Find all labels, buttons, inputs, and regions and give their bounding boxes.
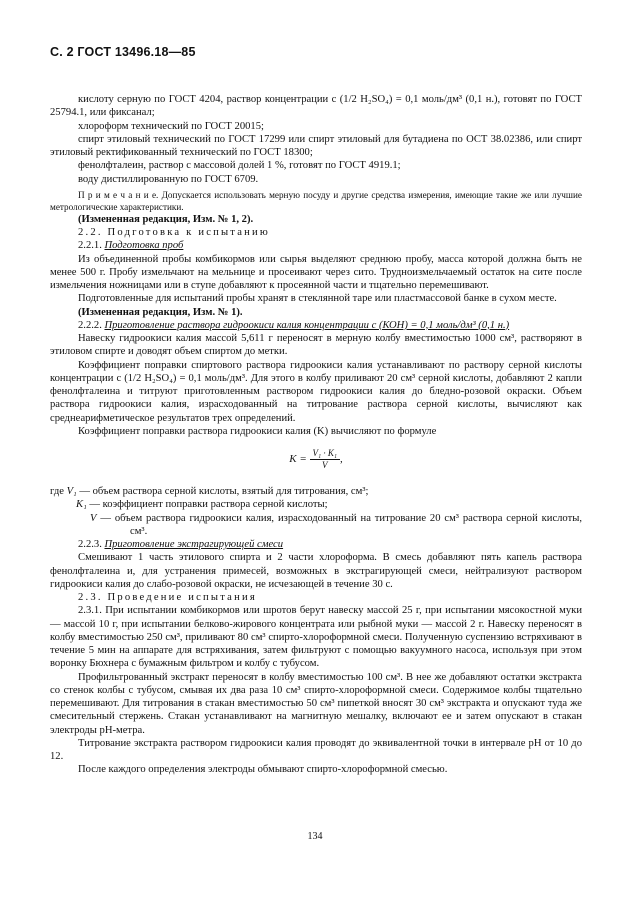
document-body xyxy=(50,93,582,777)
paragraph-test-procedure: 2.3.1. При испытании комбикормов или шротов берут навеску массой 25 г, при испытании мясокостной муки — массой 10 г, при испытании белково-жирового концентрата или рыбной муки — массой 2 г. Навеску переносят в колбу вместимостью 250 см³, приливают 80 см³ спирто-хлороформной смеси. Полученную суспензию встряхивают в течение 5 мин на аппарате для встряхивания, затем фильтруют с помощью вакуумного насоса, используя при этом воронку Бюхнера с бумажным фильтром и колбу с тубусом. xyxy=(50,605,582,670)
section-2-2-2-heading xyxy=(50,319,582,332)
legend-v xyxy=(50,512,582,539)
paragraph-correction-factor: Коэффициент поправки спиртового раствора гидроокиси калия устанавливают по раствору серной кислоты концентрации с (1/2 H₂SO₄) = 0,1 моль/дм³. Для этого в колбу приливают 20 см³ серной кислоты, добавляют 2 капли фенолфталеина и титруют приготовленным раствором гидроокиси калия до бледно-розовой окраски. Объем раствора гидроокиси калия, израсходованный на титрование раствора серной кислоты, вычисляют как среднеарифметическое результатов трех определений. xyxy=(50,359,582,424)
section-2-3-heading: 2.3. Проведение испытания xyxy=(78,592,257,603)
reagent-phenolphthalein: фенолфталеин, раствор с массовой долей 1 %, готовят по ГОСТ 4919.1; xyxy=(78,160,401,172)
formula-fraction xyxy=(310,448,341,471)
reagent-chloroform: хлороформ технический по ГОСТ 20015; xyxy=(78,120,264,132)
section-2-2-1-heading xyxy=(50,239,582,252)
revision-note-1: (Измененная редакция, Изм. № 1, 2). xyxy=(78,213,254,225)
legend-v1-text: — объем раствора серной кислоты, взятый для титрования, см³; xyxy=(76,486,369,497)
paragraph-koh-weighing: Навеску гидроокиси калия массой 5,611 г переносят в мерную колбу вместимостью 1000 см³, растворяют в этиловом спирте и доводят объем спиртом до метки. xyxy=(50,333,582,358)
note xyxy=(50,189,582,213)
page-header: С. 2 ГОСТ 13496.18—85 xyxy=(50,45,196,59)
section-2-2-1-title: Подготовка проб xyxy=(104,240,184,252)
paragraph-titration: Титрование экстракта раствором гидроокиси калия проводят до эквивалентной точки в интервале pH от 10 до 12. xyxy=(50,737,582,762)
note-text: Допускается использовать мерную посуду и другие средства измерения, имеющие такие же или лучшие метрологические характеристики. xyxy=(50,189,582,212)
paragraph-electrode-cleaning: После каждого определения электроды обмывают спирто-хлороформной смесью. xyxy=(78,764,448,776)
section-2-2-3-title: Приготовление экстрагирующей смеси xyxy=(104,539,284,550)
section-2-2-heading: 2.2. Подготовка к испытанию xyxy=(78,227,271,238)
formula-legend xyxy=(50,485,582,538)
section-2-2-2-number: 2.2.2. xyxy=(78,319,105,331)
note-label: П р и м е ч а н и е. xyxy=(78,189,159,200)
legend-v1-symbol: V₁ xyxy=(66,486,77,497)
paragraph-sample-preparation: Из объединенной пробы комбикормов или сырья выделяют среднюю пробу, масса которой должна быть не менее 500 г. Пробу измельчают на мельнице и просеивают через сито. Трудноизмельчаемый остаток на сите после измельчения ножницами или в ступе добавляют к просеянной части и тщательно перемешивают. xyxy=(50,253,582,291)
legend-k1 xyxy=(50,498,582,511)
section-2-2-3-number: 2.2.3. xyxy=(78,539,105,550)
formula xyxy=(50,448,582,471)
revision-note-2: (Измененная редакция, Изм. № 1). xyxy=(78,306,243,318)
paragraph-filtered-extract: Профильтрованный экстракт переносят в колбу вместимостью 100 см³. В нее же добавляют остатки экстракта со стенок колбы с тубусом, смывая их два раза 10 см³ спирто-хлороформной смеси. Содержимое колбы тщательно перемешивают. Для титрования в стакан вместимостью 50 см³ пипеткой вносят 30 см³ экстракта и опускают туда же смесительный стержень. Стакан устанавливают на магнитную мешалку, включают ее и затем опускают в стакан электроды pH-метра. xyxy=(50,671,582,736)
legend-k1-symbol: K₁ xyxy=(76,499,87,511)
section-2-2-1-number: 2.2.1. xyxy=(78,240,105,252)
formula-lhs: K = xyxy=(289,453,307,466)
formula-denominator: V xyxy=(322,460,328,470)
legend-v-text: — объем раствора гидроокиси калия, израсходованный на титрование 20 см³ раствора серной кислоты, см³. xyxy=(96,512,582,537)
paragraph-sample-storage: Подготовленные для испытаний пробы хранят в стеклянной таре или пластмассовой банке в сухом месте. xyxy=(78,293,557,305)
reagent-sulfuric-acid: кислоту серную по ГОСТ 4204, раствор концентрации с (1/2 H₂SO₄) = 0,1 моль/дм³ (0,1 н.), готовят по ГОСТ 25794.1, или фиксанал; xyxy=(50,94,582,119)
legend-v-symbol: V xyxy=(90,512,97,524)
legend-k1-text: — коэффициент поправки раствора серной кислоты; xyxy=(86,499,328,511)
page-number: 134 xyxy=(307,831,323,842)
section-2-2-2-title: Приготовление раствора гидроокиси калия концентрации с (КОН) = 0,1 моль/дм³ (0,1 н.) xyxy=(104,319,510,331)
legend-where-word: где xyxy=(50,486,67,497)
section-2-2-3-heading xyxy=(50,538,582,551)
formula-comma: , xyxy=(340,453,343,466)
formula-numerator: V₁ · K₁ xyxy=(310,448,341,460)
legend-v1 xyxy=(50,485,582,498)
paragraph-extraction-mixture: Смешивают 1 часть этилового спирта и 2 части хлороформа. В смесь добавляют пять капель раствора фенолфталеина и, для устранения примесей, возможных в экстрагирующей смеси, нейтрализуют раствором гидроокиси калия до слабо-розовой окраски, не исчезающей в течение 30 с. xyxy=(50,552,582,590)
reagent-ethanol: спирт этиловый технический по ГОСТ 17299 или спирт этиловый для бутадиена по ОСТ 38.02386, или спирт этиловый ректификованный технический по ГОСТ 18300; xyxy=(50,133,582,158)
paragraph-formula-intro: Коэффициент поправки раствора гидроокиси калия (K) вычисляют по формуле xyxy=(78,425,437,437)
reagent-water: воду дистиллированную по ГОСТ 6709. xyxy=(78,173,259,185)
